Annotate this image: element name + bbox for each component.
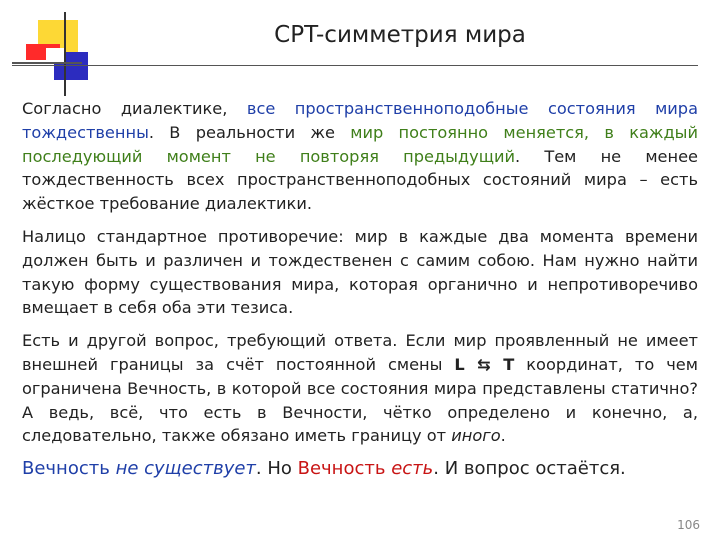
decor-short-line xyxy=(12,62,82,64)
slide-title: CPT-симметрия мира xyxy=(274,22,526,48)
p1-highlight-green: мир постоянно меняется, в каждый последующий момент не повторяя предыдущий xyxy=(22,122,698,166)
p4-exists: есть xyxy=(391,458,434,480)
decor-vertical-line xyxy=(64,12,66,96)
p1-text-1: Согласно диалектике, xyxy=(22,99,247,118)
p4-eternity-1: Вечность xyxy=(22,458,116,480)
paragraph-2: Налицо стандартное противоречие: мир в каждые два момента времени должен быть и различен и тождественен с самим собою. Нам нужно найти такую форму существования мира, которая органично и непротиворечиво вмещает в себя оба эти тезиса. xyxy=(22,226,698,318)
p4-not-exists: не существует xyxy=(115,458,256,480)
p1-highlight-blue: все пространственноподобные состояния мира тождественны xyxy=(22,99,698,142)
p3-text-1: Есть и другой вопрос, требующий ответа. Если мир проявленный не имеет внешней границы за счёт постоянной смены xyxy=(22,331,698,374)
slide-content xyxy=(22,97,698,490)
title-underline xyxy=(12,65,698,66)
paragraph-3 xyxy=(22,329,698,448)
p3-text-2: координат, то чем ограничена Вечность, в которой все состояния мира представлены статично? А ведь, всё, что есть в Вечности, чётко определено и конечно, а, следовательно, также обязано иметь границу от xyxy=(22,354,698,446)
page-number: 106 xyxy=(677,518,700,532)
p1-text-2: . В реальности же xyxy=(148,122,351,142)
p4-text-2: . И вопрос остаётся. xyxy=(433,458,626,480)
p3-text-3: . xyxy=(500,426,506,446)
p3-coordinates: L ⇆ T xyxy=(454,354,515,374)
p4-eternity-2: Вечность xyxy=(297,458,392,480)
p3-italic-word: иного xyxy=(451,426,501,446)
p1-text-3: . Тем не менее тождественность всех пространственноподобных состояний мира – есть жёсткое требование диалектики. xyxy=(22,146,699,214)
p4-text-1: . Но xyxy=(255,458,298,480)
paragraph-4 xyxy=(22,457,698,481)
paragraph-1 xyxy=(22,97,698,216)
